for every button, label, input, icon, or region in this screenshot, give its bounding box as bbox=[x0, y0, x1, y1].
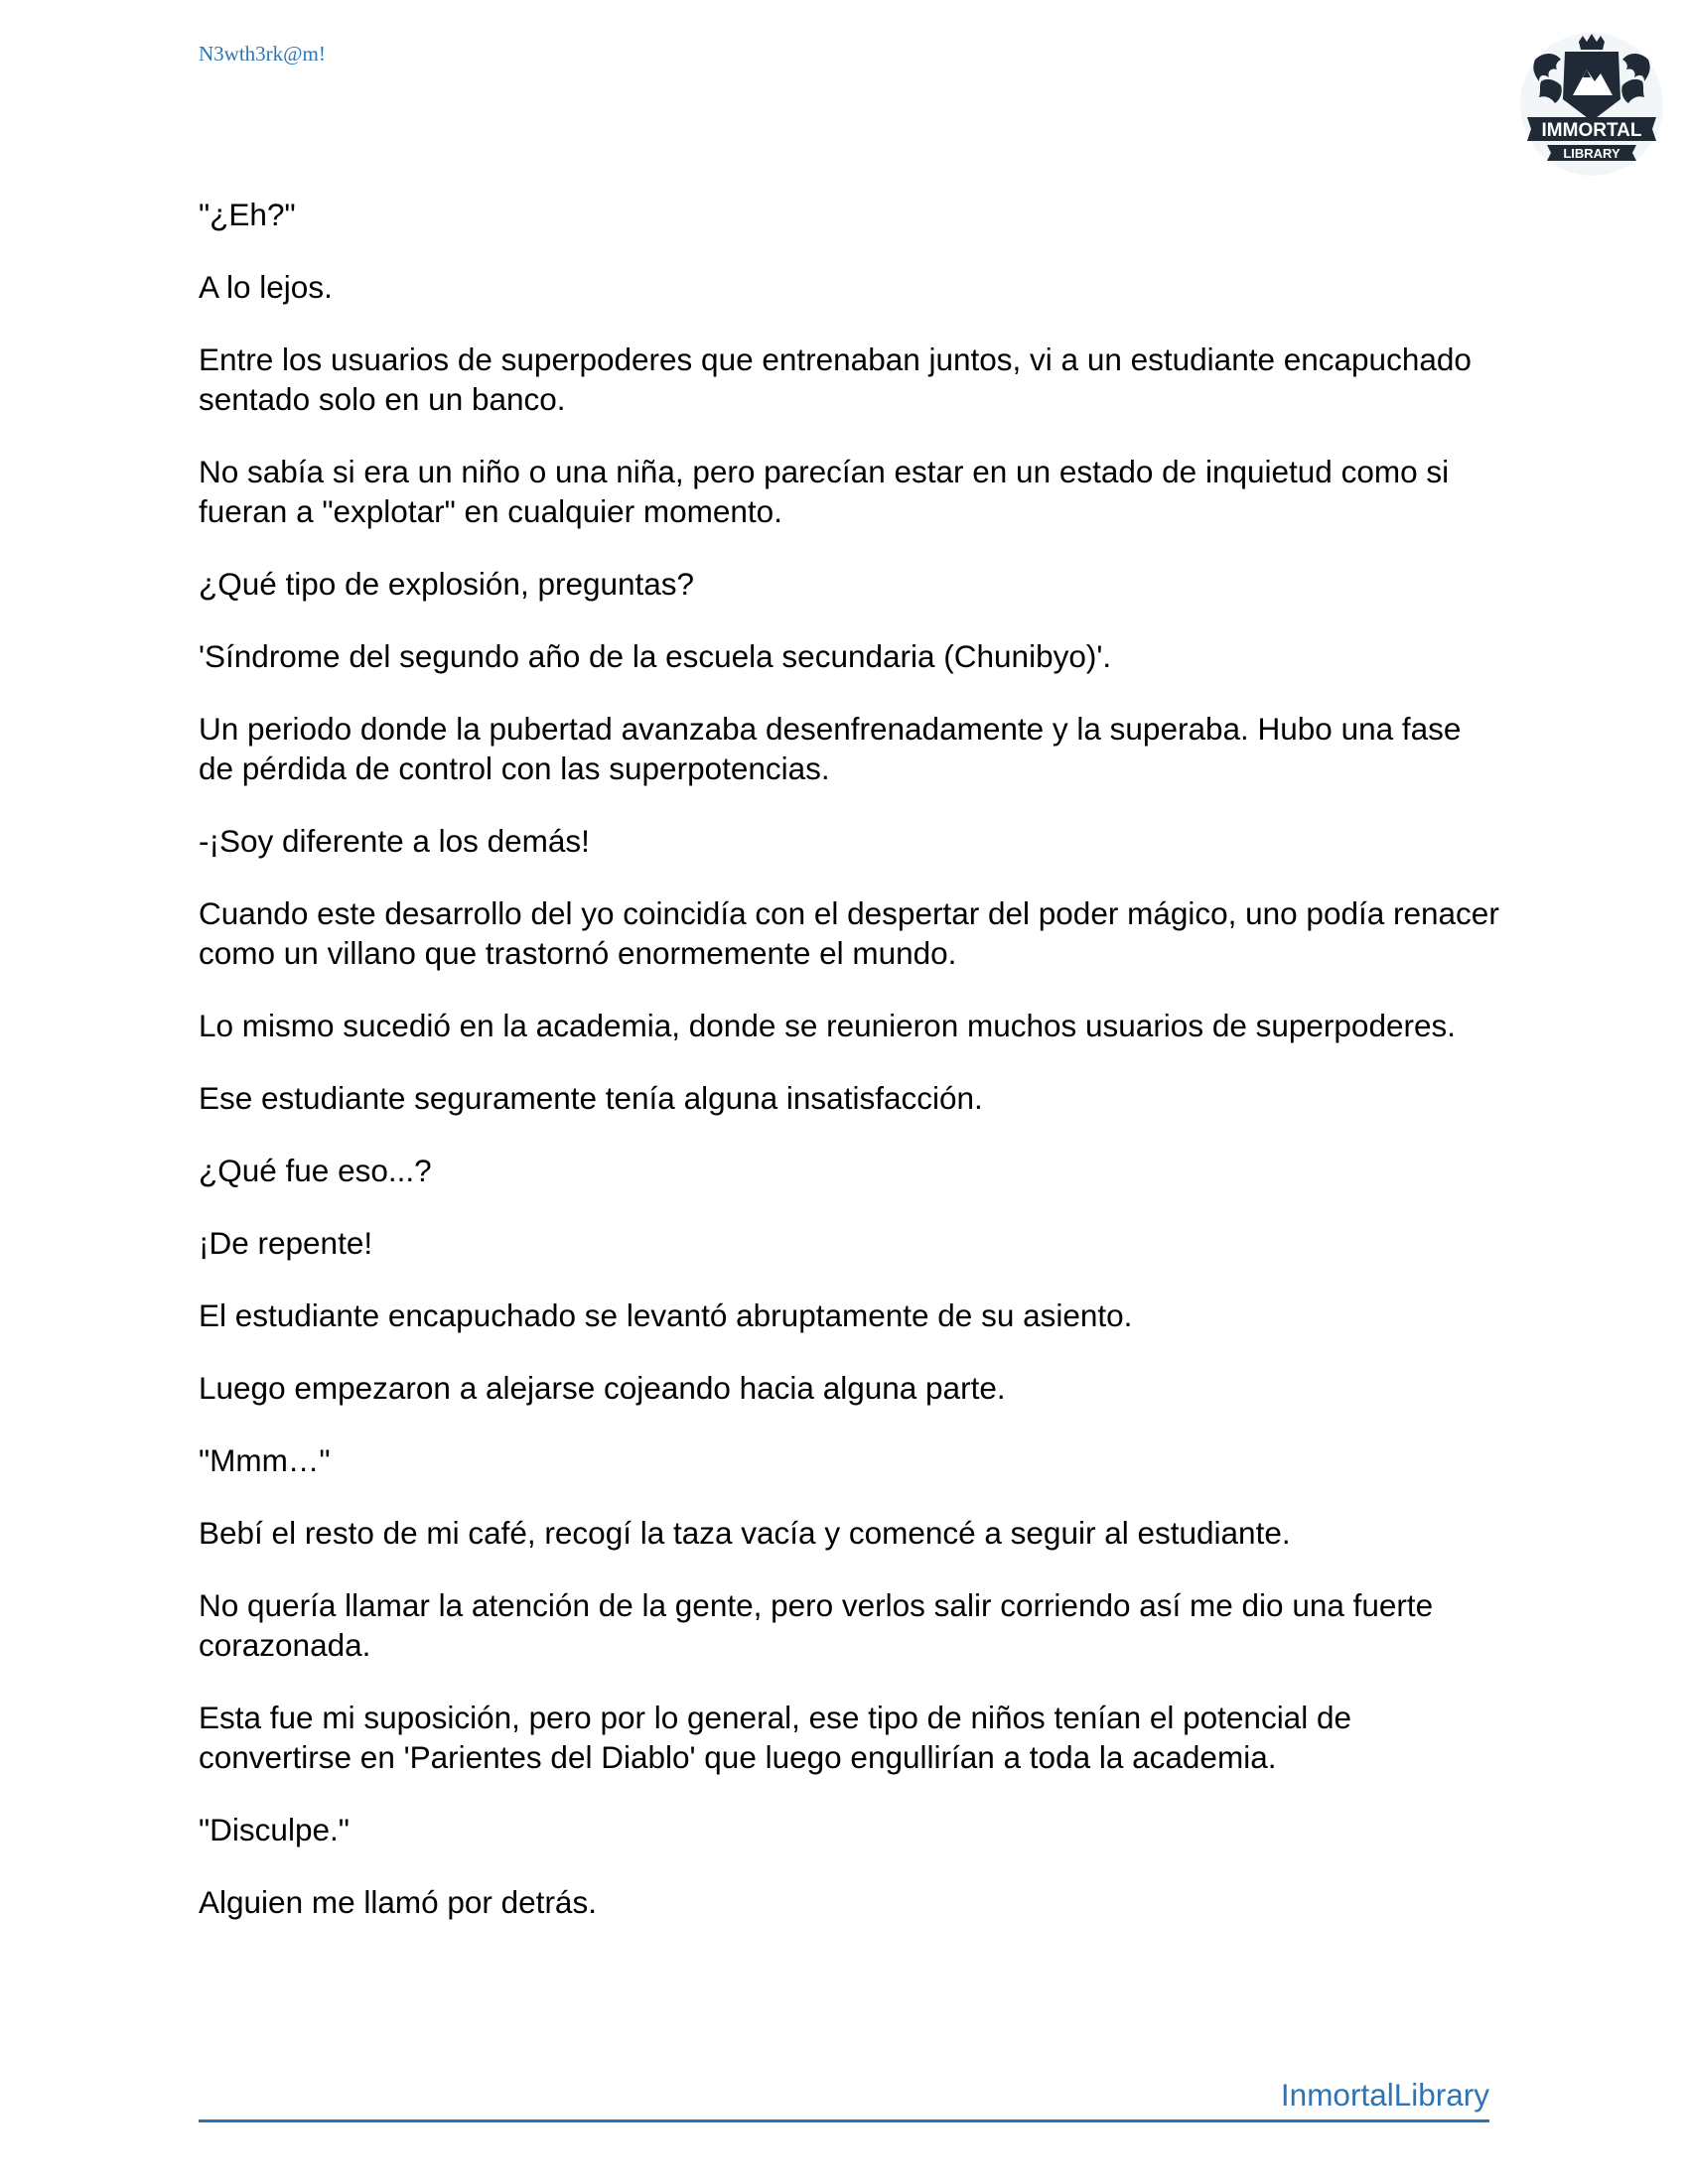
paragraph: Ese estudiante seguramente tenía alguna insatisfacción. bbox=[199, 1080, 983, 1116]
paragraph: Esta fue mi suposición, pero por lo general, ese tipo de niños tenían el potencial de convertirse en 'Parientes del Diablo' que luego engullirían a toda la academia. bbox=[199, 1700, 1351, 1775]
logo-text-line1: IMMORTAL bbox=[1541, 120, 1642, 141]
paragraph: "¿Eh?" bbox=[199, 197, 296, 232]
paragraph: Lo mismo sucedió en la academia, donde se reunieron muchos usuarios de superpoderes. bbox=[199, 1008, 1456, 1043]
paragraph: "Mmm…" bbox=[199, 1442, 331, 1478]
paragraph: El estudiante encapuchado se levantó abruptamente de su asiento. bbox=[199, 1297, 1133, 1333]
paragraph: No sabía si era un niño o una niña, pero parecían estar en un estado de inquietud como si fueran a "explotar" en cualquier momento. bbox=[199, 454, 1450, 529]
paragraph: Luego empezaron a alejarse cojeando hacia alguna parte. bbox=[199, 1370, 1006, 1406]
paragraph: Entre los usuarios de superpoderes que entrenaban juntos, vi a un estudiante encapuchado sentado solo en un banco. bbox=[199, 341, 1472, 417]
paragraph: ¿Qué tipo de explosión, preguntas? bbox=[199, 566, 695, 602]
immortal-library-logo bbox=[1517, 30, 1666, 179]
paragraph: "Disculpe." bbox=[199, 1812, 350, 1847]
paragraph: ¡De repente! bbox=[199, 1225, 373, 1261]
body-text bbox=[199, 195, 1499, 1955]
paragraph: Cuando este desarrollo del yo coincidía con el despertar del poder mágico, uno podía renacer como un villano que trastornó enormemente el mundo. bbox=[199, 895, 1499, 971]
footer-link-text[interactable]: InmortalLibrary bbox=[1280, 2077, 1489, 2113]
paragraph: Bebí el resto de mi café, recogí la taza vacía y comencé a seguir al estudiante. bbox=[199, 1515, 1291, 1551]
paragraph: A lo lejos. bbox=[199, 269, 333, 305]
paragraph: Alguien me llamó por detrás. bbox=[199, 1884, 597, 1920]
paragraph: -¡Soy diferente a los demás! bbox=[199, 823, 590, 859]
paragraph: Un periodo donde la pubertad avanzaba desenfrenadamente y la superaba. Hubo una fase de pérdida de control con las superpotencias. bbox=[199, 711, 1462, 786]
paragraph: 'Síndrome del segundo año de la escuela secundaria (Chunibyo)'. bbox=[199, 638, 1112, 674]
paragraph: ¿Qué fue eso...? bbox=[199, 1153, 432, 1188]
footer-link[interactable] bbox=[199, 2077, 1489, 2122]
paragraph: No quería llamar la atención de la gente, pero verlos salir corriendo así me dio una fuerte corazonada. bbox=[199, 1587, 1434, 1663]
header-label: N3wth3rk@m! bbox=[199, 42, 326, 66]
logo-text-line2: LIBRARY bbox=[1563, 146, 1620, 161]
